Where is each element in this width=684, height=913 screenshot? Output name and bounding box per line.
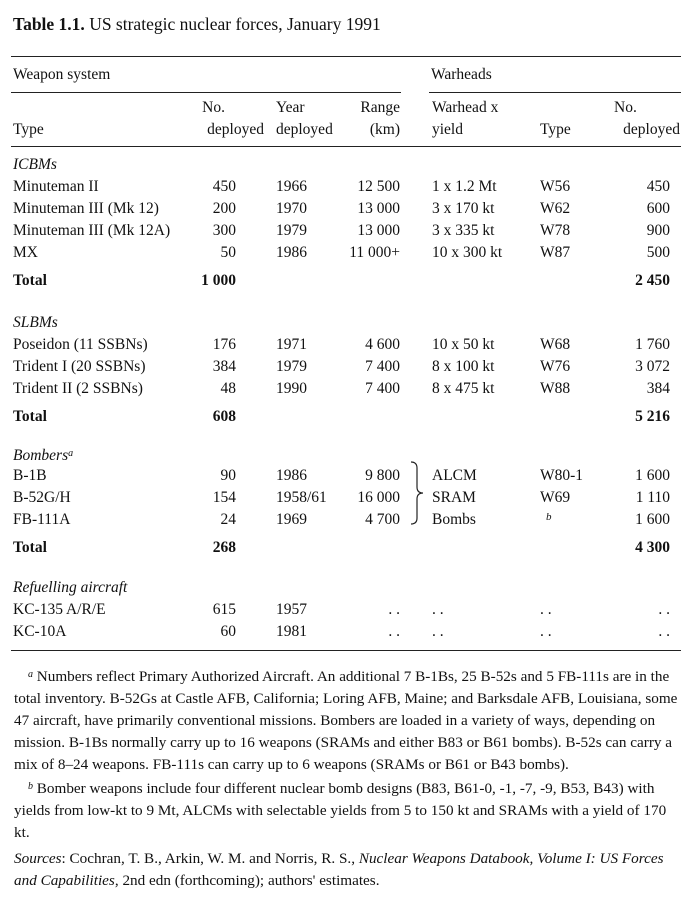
cell-warhead-yield: 3 x 335 kt (432, 222, 495, 239)
top-rule (11, 56, 681, 57)
cell-type: Minuteman III (Mk 12A) (13, 222, 171, 239)
cell-warhead-type: . . (540, 601, 552, 618)
header-no-deployed-1: No. (202, 99, 225, 116)
cell-no-deployed: 154 (212, 489, 236, 506)
cell-range: 9 800 (365, 467, 400, 484)
note-b-mark: b (28, 781, 33, 792)
cell-year: 1990 (276, 380, 307, 397)
header-range-2: (km) (369, 121, 400, 138)
cell-warhead-type: b (546, 511, 552, 523)
note-a-text: Numbers reflect Primary Authorized Aircraft. An additional 7 B-1Bs, 25 B-52s and 5 FB-111s are in the total inventory. B-52Gs at Castle AFB, California; Loring AFB, Maine; and Barksdale AFB, Louisiana, some 47 aircraft, have primarily conventional missions. Bombers are loaded in a variety of ways, depending on mission. B-1Bs normally carry up to 16 weapons (SRAMs and either B83 or B61 bombs). B-52s can carry a mix of 8–24 weapons. FB-111s can carry up to 6 weapons (SRAMs or B61 or B43 bombs). (14, 668, 678, 773)
section-heading: SLBMs (13, 314, 58, 331)
section-heading: Bombers$^a$ (13, 447, 74, 464)
cell-type: Trident I (20 SSBNs) (13, 358, 146, 375)
cell-no-deployed: 300 (212, 222, 236, 239)
cell-year: 1969 (276, 511, 307, 528)
cell-warhead-yield: . . (432, 623, 444, 640)
cell-no-deployed: 200 (212, 200, 236, 217)
cell-warhead-type: W68 (540, 336, 571, 353)
cell-type: KC-135 A/R/E (13, 601, 106, 618)
cell-warhead-yield: SRAM (432, 489, 476, 506)
weapon-system-rule (11, 92, 401, 93)
cell-range: 4 600 (365, 336, 400, 353)
cell-year: 1958/61 (276, 489, 327, 506)
total-label: Total (13, 539, 47, 556)
cell-year: 1957 (276, 601, 307, 618)
cell-type: Minuteman III (Mk 12) (13, 200, 159, 217)
note-b (14, 776, 682, 844)
cell-warhead-no: 1 110 (635, 489, 670, 506)
section-note-mark: a (68, 448, 74, 459)
cell-range: 7 400 (365, 380, 400, 397)
cell-range: 11 000+ (349, 244, 400, 261)
cell-warhead-type: W56 (540, 178, 571, 195)
cell-year: 1971 (276, 336, 307, 353)
header-warhead-yield-1: Warhead x (432, 99, 499, 116)
header-warheads: Warheads (431, 66, 492, 83)
cell-warhead-yield: ALCM (432, 467, 477, 484)
cell-no-deployed: 50 (220, 244, 236, 261)
cell-warhead-type: W88 (540, 380, 571, 397)
cell-type: Trident II (2 SSBNs) (13, 380, 143, 397)
cell-no-deployed: 384 (212, 358, 236, 375)
cell-no-deployed: 48 (220, 380, 236, 397)
table-caption (13, 14, 381, 35)
warheads-rule (429, 92, 681, 93)
cell-warhead-yield: . . (432, 601, 444, 618)
total-label: Total (13, 408, 47, 425)
cell-warhead-yield: 3 x 170 kt (432, 200, 495, 217)
header-rule (11, 146, 681, 147)
cell-year: 1979 (276, 222, 307, 239)
cell-warhead-no: 1 760 (635, 336, 670, 353)
cell-type: KC-10A (13, 623, 67, 640)
cell-no-deployed: 24 (220, 511, 236, 528)
cell-no-deployed: 450 (212, 178, 236, 195)
cell-warhead-no: 500 (646, 244, 670, 261)
cell-year: 1986 (276, 467, 307, 484)
header-warhead-no-2: deployed (623, 121, 680, 138)
cell-warhead-no: 1 600 (635, 467, 670, 484)
cell-warhead-yield: 8 x 475 kt (432, 380, 495, 397)
cell-type: B-52G/H (13, 489, 71, 506)
cell-warhead-type: W62 (540, 200, 571, 217)
header-warhead-no-1: No. (614, 99, 637, 116)
note-a (14, 664, 682, 776)
header-warhead-type: Type (540, 121, 571, 138)
total-warheads: 4 300 (635, 539, 670, 556)
cell-no-deployed: 615 (212, 601, 236, 618)
header-weapon-system: Weapon system (13, 66, 111, 83)
cell-type: Minuteman II (13, 178, 99, 195)
cell-warhead-no: 450 (646, 178, 670, 195)
cell-range: 13 000 (357, 200, 400, 217)
section-heading: Refuelling aircraft (13, 579, 128, 596)
cell-year: 1986 (276, 244, 307, 261)
cell-type: MX (13, 244, 38, 261)
note-b-text: Bomber weapons include four different nuclear bomb designs (B83, B61-0, -1, -7, -9, B53, B43) with yields from low-kt to 9 Mt, ALCMs with selectable yields from 5 to 150 kt and SRAMs with a yield of 170 kt. (14, 780, 667, 841)
cell-range: 13 000 (357, 222, 400, 239)
cell-warhead-yield: 10 x 300 kt (432, 244, 503, 261)
total-deployed: 1 000 (201, 272, 236, 289)
cell-year: 1981 (276, 623, 307, 640)
total-deployed: 608 (212, 408, 236, 425)
cell-range: 16 000 (357, 489, 400, 506)
cell-warhead-type: W69 (540, 489, 571, 506)
cell-warhead-yield: Bombs (432, 511, 476, 528)
cell-range: 7 400 (365, 358, 400, 375)
sources-title: Nuclear Weapons Databook, Volume I: US Forces and Capabilities (14, 850, 664, 889)
cell-type: B-1B (13, 467, 47, 484)
cell-warhead-type: W78 (540, 222, 571, 239)
header-no-deployed-2: deployed (207, 121, 264, 138)
sources-label: Sources (14, 850, 62, 867)
cell-type: Poseidon (11 SSBNs) (13, 336, 148, 353)
note-a-mark: a (28, 669, 33, 680)
cell-warhead-type: . . (540, 623, 552, 640)
cell-range: . . (388, 623, 400, 640)
cell-no-deployed: 60 (220, 623, 236, 640)
cell-warhead-no: 3 072 (635, 358, 670, 375)
cell-warhead-no: 600 (646, 200, 670, 217)
sources-text-2: , 2nd edn (forthcoming); authors' estimates. (114, 872, 380, 889)
sources-text-1: : Cochran, T. B., Arkin, W. M. and Norris, R. S., (61, 850, 359, 867)
section-heading: ICBMs (13, 156, 57, 173)
cell-warhead-type: W76 (540, 358, 571, 375)
cell-year: 1970 (276, 200, 307, 217)
bottom-rule (11, 650, 681, 651)
table-label: Table 1.1. (13, 14, 85, 34)
header-warhead-yield-2: yield (432, 121, 463, 138)
cell-warhead-no: 900 (646, 222, 670, 239)
cell-warhead-no: . . (658, 623, 670, 640)
total-warheads: 2 450 (635, 272, 670, 289)
cell-range: . . (388, 601, 400, 618)
header-type: Type (13, 121, 44, 138)
header-range-1: Range (360, 99, 400, 116)
total-deployed: 268 (212, 539, 236, 556)
cell-year: 1979 (276, 358, 307, 375)
cell-range: 12 500 (357, 178, 400, 195)
total-warheads: 5 216 (635, 408, 670, 425)
cell-warhead-no: 1 600 (635, 511, 670, 528)
total-label: Total (13, 272, 47, 289)
cell-year: 1966 (276, 178, 307, 195)
cell-type: FB-111A (13, 511, 71, 528)
cell-no-deployed: 176 (212, 336, 236, 353)
range-brace-icon (410, 461, 424, 525)
table-notes (14, 664, 682, 892)
cell-warhead-yield: 10 x 50 kt (432, 336, 495, 353)
cell-warhead-yield: 8 x 100 kt (432, 358, 495, 375)
cell-no-deployed: 90 (220, 467, 236, 484)
header-year-2: deployed (276, 121, 333, 138)
cell-warhead-no: 384 (646, 380, 670, 397)
cell-warhead-no: . . (658, 601, 670, 618)
cell-warhead-yield: 1 x 1.2 Mt (432, 178, 497, 195)
cell-warhead-type: W87 (540, 244, 571, 261)
sources-note (14, 848, 682, 892)
cell-warhead-type: W80-1 (540, 467, 584, 484)
table-title: US strategic nuclear forces, January 1991 (89, 14, 381, 34)
header-year-1: Year (276, 99, 305, 116)
cell-range: 4 700 (365, 511, 400, 528)
